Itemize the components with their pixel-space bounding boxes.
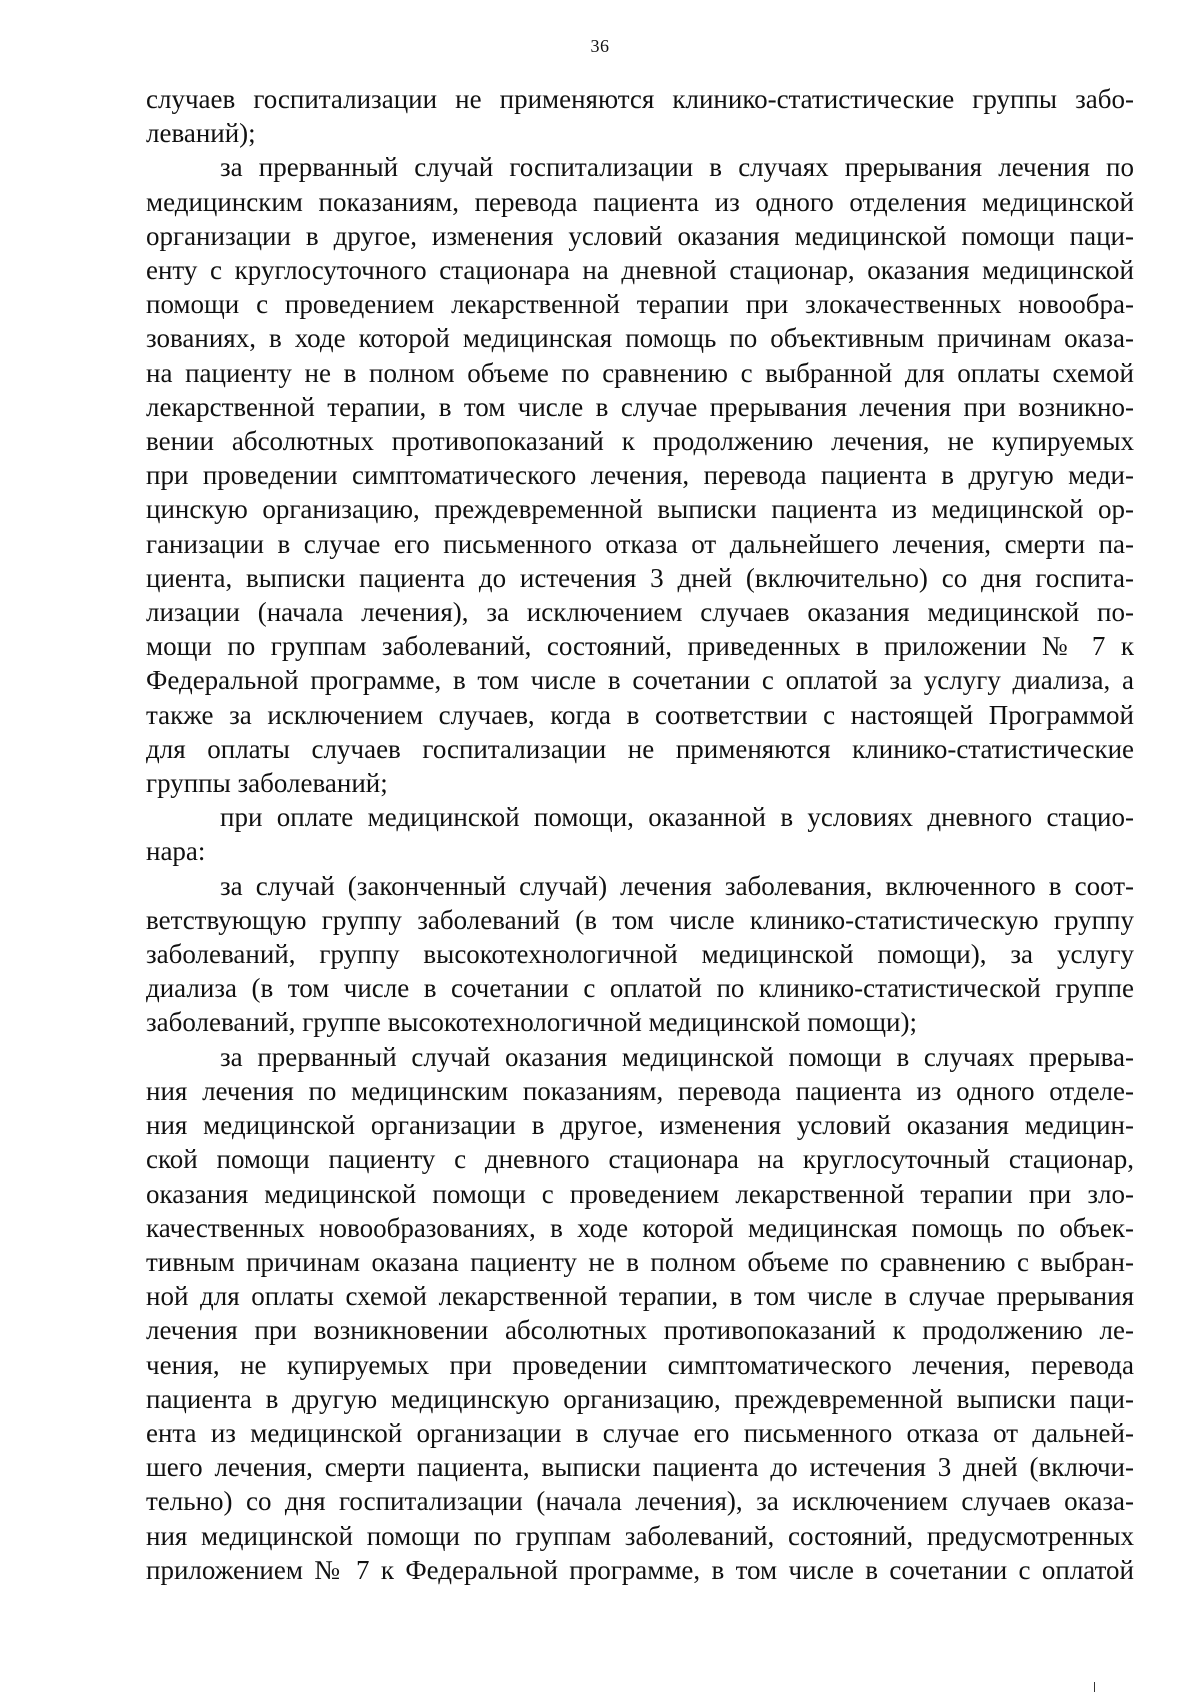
text-line: заболеваний, группе высокотехнологичной медицинской помощи); (146, 1007, 918, 1038)
text-line: цинскую организацию, преждевременной выписки пациента из медицинской ор- (146, 494, 1134, 525)
text-line: ния медицинской организации в другое, изменения условий оказания медицин- (146, 1110, 1134, 1141)
paragraph (146, 869, 1134, 1040)
text-line: ной для оплаты схемой лекарственной терапии, в том числе в случае прерывания (146, 1281, 1134, 1312)
text-line: мощи по группам заболеваний, состояний, приведенных в приложении № 7 к (146, 631, 1134, 662)
text-line: диализа (в том числе в сочетании с оплатой по клинико-статистической группе (146, 973, 1134, 1004)
text-line: за случай (законченный случай) лечения заболевания, включенного в соот- (220, 870, 1134, 901)
text-line: ента из медицинской организации в случае его письменного отказа от дальней- (146, 1417, 1134, 1448)
text-line: организации в другое, изменения условий оказания медицинской помощи паци- (146, 220, 1134, 251)
text-line: заболеваний, группу высокотехнологичной медицинской помощи), за услугу (146, 939, 1134, 970)
text-line: случаев госпитализации не применяются клинико-статистические группы забо- (146, 84, 1134, 114)
text-line: лекарственной терапии, в том числе в случае прерывания лечения при возникно- (146, 391, 1134, 422)
text-line: тивным причинам оказана пациенту не в полном объеме по сравнению с выбран- (146, 1246, 1134, 1277)
paragraph (146, 82, 1134, 150)
text-line: за прерванный случай оказания медицинской помощи в случаях прерыва- (220, 1041, 1134, 1072)
text-line: группы заболеваний; (146, 768, 388, 799)
paragraph (146, 150, 1134, 800)
text-line: леваний); (146, 118, 256, 149)
text-line: приложением № 7 к Федеральной программе, в том числе в сочетании с оплатой (146, 1554, 1134, 1585)
text-line: шего лечения, смерти пациента, выписки пациента до истечения 3 дней (включи- (146, 1452, 1134, 1483)
text-line: циента, выписки пациента до истечения 3 дней (включительно) со дня госпита- (146, 562, 1134, 593)
text-line: Федеральной программе, в том числе в сочетании с оплатой за услугу диализа, а (146, 665, 1134, 696)
text-line: лечения при возникновении абсолютных противопоказаний к продолжению ле- (146, 1315, 1134, 1346)
page-number: 36 (590, 36, 610, 56)
text-line: зованиях, в ходе которой медицинская помощь по объективным причинам оказа- (146, 323, 1134, 354)
text-line: на пациенту не в полном объеме по сравнению с выбранной для оплаты схемой (146, 357, 1134, 388)
text-line: оказания медицинской помощи с проведением лекарственной терапии при зло- (146, 1178, 1134, 1209)
paragraph (146, 800, 1134, 868)
text-line: енту с круглосуточного стационара на дневной стационар, оказания медицинской (146, 255, 1134, 286)
text-line: за прерванный случай госпитализации в случаях прерывания лечения по (220, 152, 1134, 183)
text-line: нара: (146, 836, 206, 867)
scan-mark (1094, 1682, 1095, 1692)
text-line: медицинским показаниям, перевода пациента из одного отделения медицинской (146, 186, 1134, 217)
document-body (146, 82, 1134, 1587)
text-line: ганизации в случае его письменного отказа от дальнейшего лечения, смерти па- (146, 528, 1134, 559)
text-line: ния медицинской помощи по группам заболеваний, состояний, предусмотренных (146, 1520, 1134, 1551)
text-line: пациента в другую медицинскую организацию, преждевременной выписки паци- (146, 1383, 1134, 1414)
text-line: при проведении симптоматического лечения, перевода пациента в другую меди- (146, 460, 1134, 491)
text-line: чения, не купируемых при проведении симптоматического лечения, перевода (146, 1349, 1134, 1380)
paragraph (146, 1040, 1134, 1587)
text-line: тельно) со дня госпитализации (начала лечения), за исключением случаев оказа- (146, 1486, 1134, 1517)
text-line: также за исключением случаев, когда в соответствии с настоящей Программой (146, 699, 1134, 730)
text-line: качественных новообразованиях, в ходе которой медицинская помощь по объек- (146, 1212, 1134, 1243)
text-line: ской помощи пациенту с дневного стационара на круглосуточный стационар, (146, 1144, 1134, 1175)
text-line: ветствующую группу заболеваний (в том числе клинико-статистическую группу (146, 904, 1134, 935)
text-line: помощи с проведением лекарственной терапии при злокачественных новообра- (146, 289, 1134, 320)
text-line: вении абсолютных противопоказаний к продолжению лечения, не купируемых (146, 426, 1134, 457)
text-line: для оплаты случаев госпитализации не применяются клинико-статистические (146, 733, 1134, 764)
text-line: при оплате медицинской помощи, оказанной в условиях дневного стацио- (220, 802, 1134, 833)
text-line: лизации (начала лечения), за исключением случаев оказания медицинской по- (146, 597, 1134, 628)
text-line: ния лечения по медицинским показаниям, перевода пациента из одного отделе- (146, 1075, 1134, 1106)
